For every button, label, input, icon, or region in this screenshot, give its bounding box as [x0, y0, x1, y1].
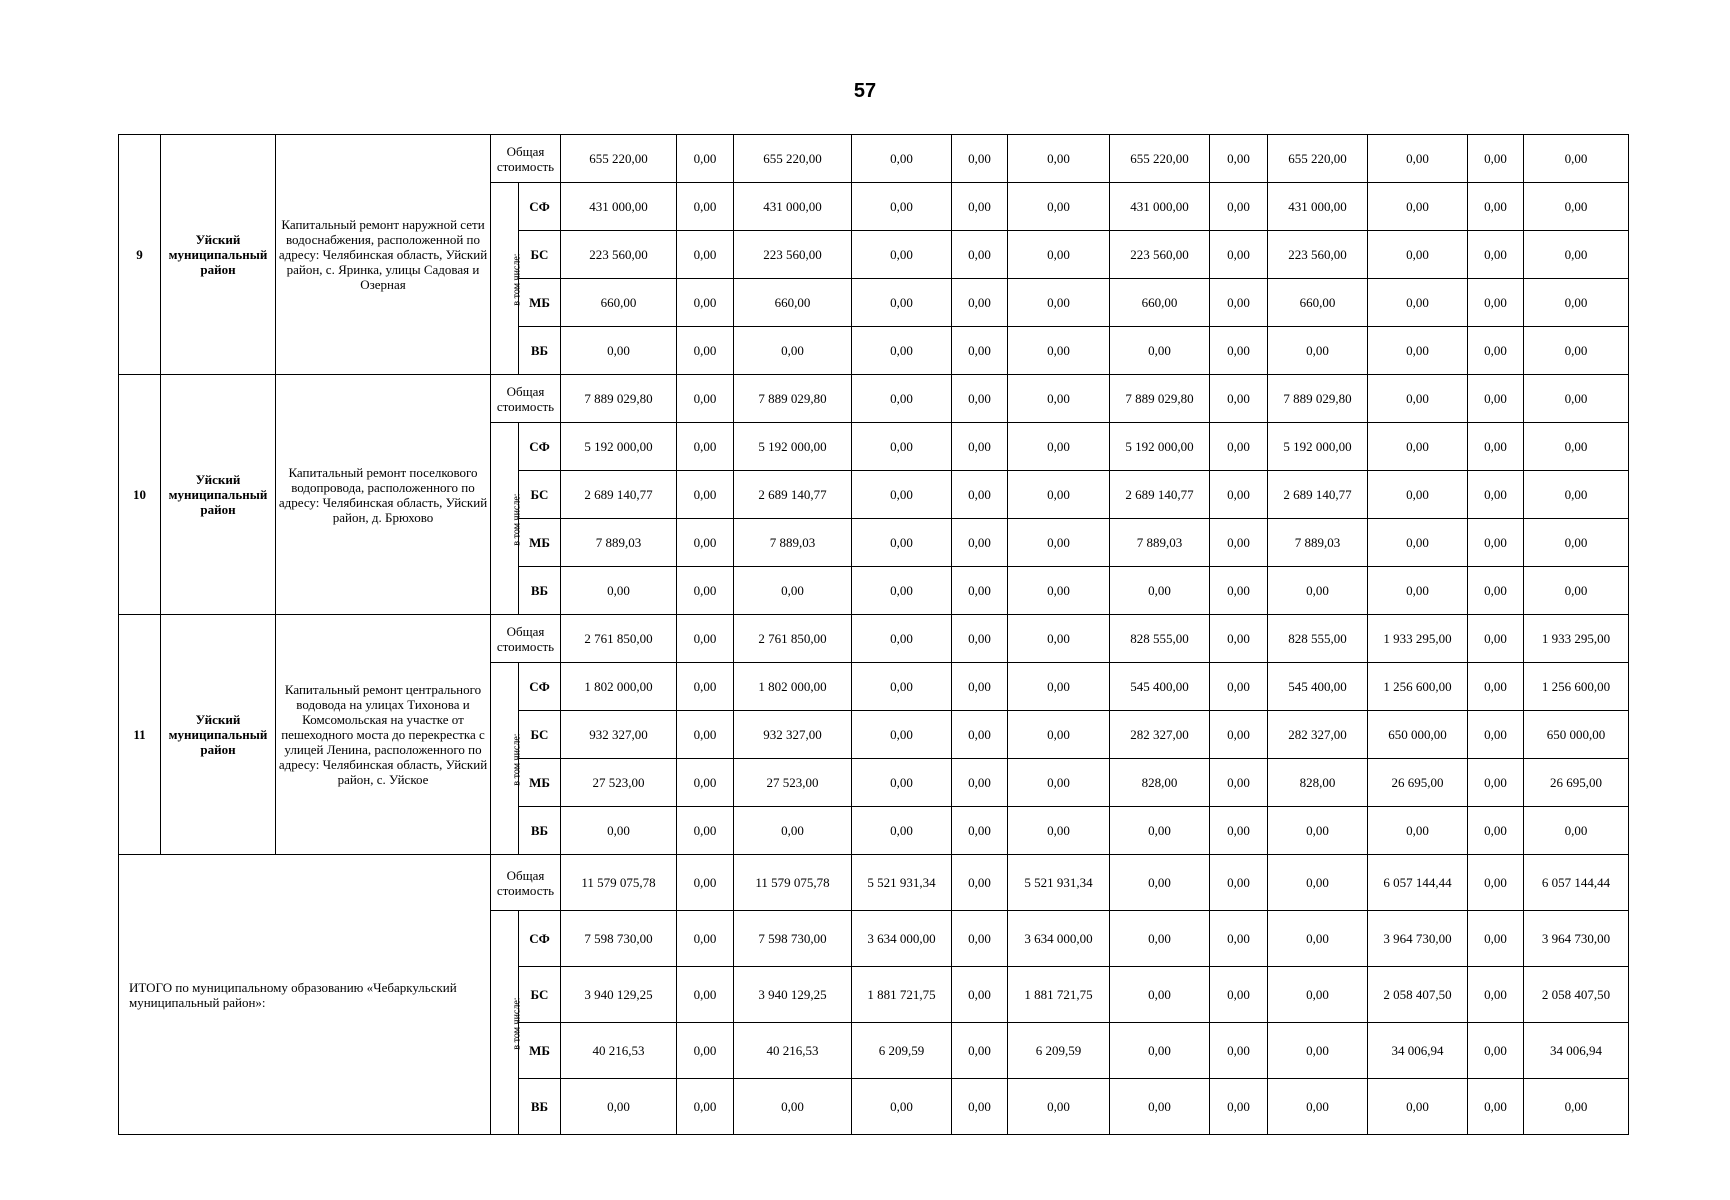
total-label: ИТОГО по муниципальному образованию «Чебаркульский муниципальный район»: [119, 855, 491, 1135]
value-cell: 0,00 [1268, 1023, 1368, 1079]
value-cell: 0,00 [952, 231, 1008, 279]
value-cell: 655 220,00 [1268, 135, 1368, 183]
value-cell: 5 192 000,00 [1110, 423, 1210, 471]
value-cell: 0,00 [677, 423, 734, 471]
value-cell: 0,00 [1210, 807, 1268, 855]
value-cell: 655 220,00 [734, 135, 852, 183]
value-cell: 2 058 407,50 [1368, 967, 1468, 1023]
value-cell: 0,00 [1110, 967, 1210, 1023]
value-cell: 0,00 [561, 567, 677, 615]
value-cell: 932 327,00 [734, 711, 852, 759]
value-cell: 0,00 [1368, 471, 1468, 519]
value-cell: 0,00 [1468, 855, 1524, 911]
value-cell: 0,00 [1110, 1023, 1210, 1079]
value-cell: 2 689 140,77 [734, 471, 852, 519]
value-cell: 0,00 [1008, 615, 1110, 663]
value-cell: 0,00 [952, 375, 1008, 423]
value-cell: 0,00 [1008, 519, 1110, 567]
value-cell: 0,00 [677, 135, 734, 183]
value-cell: 828,00 [1268, 759, 1368, 807]
value-cell: 828,00 [1110, 759, 1210, 807]
total-cost-label: Общая стоимость [491, 615, 561, 663]
value-cell: 0,00 [1210, 279, 1268, 327]
value-cell: 27 523,00 [561, 759, 677, 807]
value-cell: 0,00 [952, 855, 1008, 911]
value-cell: 0,00 [952, 183, 1008, 231]
value-cell: 282 327,00 [1268, 711, 1368, 759]
value-cell: 26 695,00 [1524, 759, 1629, 807]
value-cell: 0,00 [677, 711, 734, 759]
page-number: 57 [853, 80, 877, 102]
value-cell: 650 000,00 [1368, 711, 1468, 759]
value-cell: 0,00 [677, 855, 734, 911]
funding-type: СФ [519, 183, 561, 231]
value-cell: 2 761 850,00 [561, 615, 677, 663]
district-name: Уйский муниципальный район [161, 135, 276, 375]
value-cell: 0,00 [1524, 231, 1629, 279]
value-cell: 0,00 [1210, 327, 1268, 375]
value-cell: 0,00 [852, 183, 952, 231]
value-cell: 6 209,59 [852, 1023, 952, 1079]
funding-type: СФ [519, 663, 561, 711]
value-cell: 40 216,53 [734, 1023, 852, 1079]
value-cell: 223 560,00 [734, 231, 852, 279]
value-cell: 0,00 [1268, 911, 1368, 967]
value-cell: 0,00 [1468, 423, 1524, 471]
including-label: в том числе: [511, 997, 523, 1050]
value-cell: 1 802 000,00 [734, 663, 852, 711]
table-row [119, 135, 1629, 183]
project-description: Капитальный ремонт поселкового водопровода, расположенного по адресу: Челябинская область, Уйский район, д. Брюхово [276, 375, 491, 615]
value-cell: 0,00 [1210, 135, 1268, 183]
funding-type: ВБ [519, 1079, 561, 1135]
value-cell: 6 057 144,44 [1368, 855, 1468, 911]
project-number: 11 [119, 615, 161, 855]
value-cell: 0,00 [952, 1079, 1008, 1135]
value-cell: 0,00 [677, 759, 734, 807]
value-cell: 0,00 [1368, 807, 1468, 855]
value-cell: 1 933 295,00 [1524, 615, 1629, 663]
value-cell: 0,00 [1210, 423, 1268, 471]
value-cell: 7 598 730,00 [734, 911, 852, 967]
value-cell: 0,00 [677, 567, 734, 615]
value-cell: 223 560,00 [1268, 231, 1368, 279]
value-cell: 0,00 [852, 759, 952, 807]
value-cell: 0,00 [734, 327, 852, 375]
including-label: в том числе: [511, 493, 523, 546]
value-cell: 0,00 [1268, 327, 1368, 375]
including-label-cell [491, 911, 523, 1135]
value-cell: 11 579 075,78 [561, 855, 677, 911]
value-cell: 0,00 [677, 279, 734, 327]
project-description: Капитальный ремонт наружной сети водоснабжения, расположенной по адресу: Челябинская область, Уйский район, с. Яринка, улицы Садовая и Озерная [276, 135, 491, 375]
value-cell: 0,00 [1468, 1023, 1524, 1079]
value-cell: 223 560,00 [1110, 231, 1210, 279]
value-cell: 5 192 000,00 [1268, 423, 1368, 471]
value-cell: 0,00 [561, 807, 677, 855]
table-row [119, 615, 1629, 663]
value-cell: 0,00 [1368, 183, 1468, 231]
value-cell: 0,00 [677, 1079, 734, 1135]
value-cell: 660,00 [1268, 279, 1368, 327]
value-cell: 431 000,00 [734, 183, 852, 231]
value-cell: 0,00 [952, 423, 1008, 471]
value-cell: 0,00 [1468, 807, 1524, 855]
value-cell: 0,00 [952, 327, 1008, 375]
value-cell: 0,00 [1524, 423, 1629, 471]
value-cell: 0,00 [1008, 423, 1110, 471]
value-cell: 0,00 [952, 1023, 1008, 1079]
value-cell: 7 889,03 [734, 519, 852, 567]
value-cell: 0,00 [677, 1023, 734, 1079]
value-cell: 0,00 [1368, 1079, 1468, 1135]
value-cell: 0,00 [677, 967, 734, 1023]
value-cell: 0,00 [561, 1079, 677, 1135]
value-cell: 828 555,00 [1110, 615, 1210, 663]
value-cell: 0,00 [952, 471, 1008, 519]
value-cell: 660,00 [1110, 279, 1210, 327]
value-cell: 0,00 [1524, 375, 1629, 423]
value-cell: 3 634 000,00 [852, 911, 952, 967]
value-cell: 0,00 [1210, 375, 1268, 423]
including-label: в том числе: [511, 733, 523, 786]
project-number: 10 [119, 375, 161, 615]
value-cell: 0,00 [852, 471, 952, 519]
value-cell: 431 000,00 [1110, 183, 1210, 231]
value-cell: 0,00 [734, 567, 852, 615]
value-cell: 0,00 [1210, 855, 1268, 911]
value-cell: 0,00 [1268, 855, 1368, 911]
value-cell: 0,00 [852, 423, 952, 471]
value-cell: 0,00 [1368, 327, 1468, 375]
value-cell: 7 889 029,80 [1268, 375, 1368, 423]
value-cell: 545 400,00 [1110, 663, 1210, 711]
value-cell: 0,00 [1008, 807, 1110, 855]
funding-type: БС [519, 231, 561, 279]
value-cell: 6 057 144,44 [1524, 855, 1629, 911]
value-cell: 0,00 [1368, 423, 1468, 471]
value-cell: 0,00 [952, 519, 1008, 567]
value-cell: 7 598 730,00 [561, 911, 677, 967]
funding-type: БС [519, 967, 561, 1023]
value-cell: 0,00 [561, 327, 677, 375]
district-name: Уйский муниципальный район [161, 375, 276, 615]
value-cell: 0,00 [1524, 183, 1629, 231]
value-cell: 0,00 [1008, 663, 1110, 711]
value-cell: 0,00 [952, 807, 1008, 855]
value-cell: 0,00 [1468, 279, 1524, 327]
table-row [119, 375, 1629, 423]
value-cell: 0,00 [1210, 567, 1268, 615]
value-cell: 7 889,03 [561, 519, 677, 567]
value-cell: 1 933 295,00 [1368, 615, 1468, 663]
value-cell: 0,00 [1110, 855, 1210, 911]
funding-type: СФ [519, 911, 561, 967]
value-cell: 0,00 [1468, 967, 1524, 1023]
value-cell: 0,00 [1210, 663, 1268, 711]
value-cell: 0,00 [1524, 519, 1629, 567]
value-cell: 0,00 [952, 567, 1008, 615]
value-cell: 0,00 [952, 711, 1008, 759]
value-cell: 6 209,59 [1008, 1023, 1110, 1079]
value-cell: 0,00 [952, 967, 1008, 1023]
value-cell: 0,00 [852, 663, 952, 711]
funding-type: БС [519, 471, 561, 519]
value-cell: 0,00 [1468, 471, 1524, 519]
value-cell: 7 889,03 [1110, 519, 1210, 567]
value-cell: 0,00 [1210, 911, 1268, 967]
value-cell: 7 889 029,80 [561, 375, 677, 423]
including-label-cell [491, 663, 523, 855]
value-cell: 0,00 [734, 807, 852, 855]
value-cell: 0,00 [1468, 135, 1524, 183]
value-cell: 0,00 [1210, 967, 1268, 1023]
value-cell: 2 058 407,50 [1524, 967, 1629, 1023]
total-cost-label: Общая стоимость [491, 855, 561, 911]
value-cell: 0,00 [1468, 911, 1524, 967]
value-cell: 0,00 [1468, 663, 1524, 711]
value-cell: 0,00 [1008, 135, 1110, 183]
value-cell: 0,00 [1368, 519, 1468, 567]
value-cell: 0,00 [1008, 231, 1110, 279]
value-cell: 0,00 [677, 519, 734, 567]
value-cell: 0,00 [1524, 807, 1629, 855]
value-cell: 5 521 931,34 [1008, 855, 1110, 911]
value-cell: 660,00 [734, 279, 852, 327]
value-cell: 0,00 [1210, 519, 1268, 567]
funding-type: МБ [519, 759, 561, 807]
funding-type: МБ [519, 1023, 561, 1079]
budget-table [118, 134, 1629, 1135]
value-cell: 7 889 029,80 [734, 375, 852, 423]
value-cell: 2 689 140,77 [561, 471, 677, 519]
value-cell: 0,00 [952, 759, 1008, 807]
value-cell: 3 964 730,00 [1368, 911, 1468, 967]
value-cell: 0,00 [1210, 471, 1268, 519]
value-cell: 0,00 [1368, 231, 1468, 279]
total-cost-label: Общая стоимость [491, 135, 561, 183]
value-cell: 2 689 140,77 [1268, 471, 1368, 519]
value-cell: 0,00 [1008, 711, 1110, 759]
value-cell: 0,00 [952, 279, 1008, 327]
value-cell: 0,00 [1368, 567, 1468, 615]
value-cell: 650 000,00 [1524, 711, 1629, 759]
value-cell: 0,00 [1524, 471, 1629, 519]
value-cell: 0,00 [677, 327, 734, 375]
funding-type: МБ [519, 279, 561, 327]
value-cell: 0,00 [852, 279, 952, 327]
value-cell: 3 964 730,00 [1524, 911, 1629, 967]
value-cell: 3 940 129,25 [734, 967, 852, 1023]
value-cell: 0,00 [1008, 1079, 1110, 1135]
value-cell: 2 761 850,00 [734, 615, 852, 663]
value-cell: 0,00 [852, 135, 952, 183]
value-cell: 655 220,00 [1110, 135, 1210, 183]
value-cell: 0,00 [1368, 375, 1468, 423]
value-cell: 0,00 [1210, 1079, 1268, 1135]
value-cell: 0,00 [1008, 327, 1110, 375]
value-cell: 545 400,00 [1268, 663, 1368, 711]
value-cell: 5 192 000,00 [734, 423, 852, 471]
total-row [119, 855, 1629, 911]
value-cell: 0,00 [1210, 711, 1268, 759]
value-cell: 0,00 [1210, 759, 1268, 807]
funding-type: ВБ [519, 807, 561, 855]
value-cell: 0,00 [1110, 911, 1210, 967]
value-cell: 0,00 [952, 615, 1008, 663]
value-cell: 0,00 [677, 183, 734, 231]
value-cell: 932 327,00 [561, 711, 677, 759]
value-cell: 431 000,00 [561, 183, 677, 231]
value-cell: 282 327,00 [1110, 711, 1210, 759]
value-cell: 0,00 [952, 663, 1008, 711]
value-cell: 0,00 [1008, 471, 1110, 519]
value-cell: 0,00 [1210, 1023, 1268, 1079]
value-cell: 0,00 [1468, 759, 1524, 807]
value-cell: 26 695,00 [1368, 759, 1468, 807]
value-cell: 0,00 [677, 471, 734, 519]
value-cell: 1 256 600,00 [1524, 663, 1629, 711]
value-cell: 0,00 [1268, 807, 1368, 855]
value-cell: 5 521 931,34 [852, 855, 952, 911]
value-cell: 0,00 [852, 567, 952, 615]
project-number: 9 [119, 135, 161, 375]
value-cell: 0,00 [677, 911, 734, 967]
value-cell: 0,00 [1524, 327, 1629, 375]
value-cell: 0,00 [677, 375, 734, 423]
value-cell: 655 220,00 [561, 135, 677, 183]
value-cell: 0,00 [734, 1079, 852, 1135]
value-cell: 0,00 [1008, 375, 1110, 423]
value-cell: 0,00 [1110, 807, 1210, 855]
value-cell: 1 881 721,75 [1008, 967, 1110, 1023]
value-cell: 0,00 [952, 911, 1008, 967]
value-cell: 1 881 721,75 [852, 967, 952, 1023]
value-cell: 0,00 [1008, 567, 1110, 615]
value-cell: 828 555,00 [1268, 615, 1368, 663]
value-cell: 0,00 [1468, 519, 1524, 567]
value-cell: 0,00 [1110, 327, 1210, 375]
value-cell: 40 216,53 [561, 1023, 677, 1079]
funding-type: ВБ [519, 567, 561, 615]
value-cell: 0,00 [1468, 567, 1524, 615]
value-cell: 0,00 [1524, 1079, 1629, 1135]
value-cell: 0,00 [1524, 279, 1629, 327]
funding-type: МБ [519, 519, 561, 567]
value-cell: 0,00 [952, 135, 1008, 183]
value-cell: 0,00 [852, 807, 952, 855]
including-label-cell [491, 423, 523, 615]
value-cell: 11 579 075,78 [734, 855, 852, 911]
value-cell: 0,00 [1008, 759, 1110, 807]
funding-type: ВБ [519, 327, 561, 375]
value-cell: 0,00 [1524, 567, 1629, 615]
including-label-cell [491, 183, 523, 375]
value-cell: 1 802 000,00 [561, 663, 677, 711]
value-cell: 0,00 [852, 519, 952, 567]
value-cell: 7 889,03 [1268, 519, 1368, 567]
value-cell: 0,00 [852, 375, 952, 423]
value-cell: 0,00 [852, 327, 952, 375]
value-cell: 5 192 000,00 [561, 423, 677, 471]
value-cell: 0,00 [1468, 183, 1524, 231]
value-cell: 223 560,00 [561, 231, 677, 279]
value-cell: 0,00 [852, 231, 952, 279]
value-cell: 0,00 [1368, 279, 1468, 327]
funding-type: БС [519, 711, 561, 759]
value-cell: 0,00 [1524, 135, 1629, 183]
value-cell: 660,00 [561, 279, 677, 327]
value-cell: 0,00 [1368, 135, 1468, 183]
including-label: в том числе: [511, 253, 523, 306]
value-cell: 0,00 [1110, 1079, 1210, 1135]
value-cell: 34 006,94 [1524, 1023, 1629, 1079]
value-cell: 34 006,94 [1368, 1023, 1468, 1079]
value-cell: 3 634 000,00 [1008, 911, 1110, 967]
value-cell: 0,00 [1008, 183, 1110, 231]
value-cell: 0,00 [1210, 615, 1268, 663]
value-cell: 0,00 [1468, 615, 1524, 663]
value-cell: 0,00 [677, 615, 734, 663]
funding-type: СФ [519, 423, 561, 471]
value-cell: 0,00 [677, 231, 734, 279]
value-cell: 1 256 600,00 [1368, 663, 1468, 711]
total-cost-label: Общая стоимость [491, 375, 561, 423]
district-name: Уйский муниципальный район [161, 615, 276, 855]
value-cell: 0,00 [1268, 1079, 1368, 1135]
value-cell: 0,00 [677, 663, 734, 711]
value-cell: 0,00 [1210, 231, 1268, 279]
value-cell: 0,00 [1110, 567, 1210, 615]
value-cell: 27 523,00 [734, 759, 852, 807]
value-cell: 0,00 [852, 1079, 952, 1135]
value-cell: 0,00 [1468, 1079, 1524, 1135]
value-cell: 0,00 [1210, 183, 1268, 231]
value-cell: 0,00 [1468, 231, 1524, 279]
value-cell: 0,00 [852, 615, 952, 663]
value-cell: 0,00 [1268, 567, 1368, 615]
value-cell: 0,00 [1268, 967, 1368, 1023]
value-cell: 2 689 140,77 [1110, 471, 1210, 519]
value-cell: 3 940 129,25 [561, 967, 677, 1023]
value-cell: 7 889 029,80 [1110, 375, 1210, 423]
value-cell: 0,00 [852, 711, 952, 759]
value-cell: 0,00 [1468, 327, 1524, 375]
value-cell: 0,00 [1468, 375, 1524, 423]
value-cell: 431 000,00 [1268, 183, 1368, 231]
value-cell: 0,00 [677, 807, 734, 855]
value-cell: 0,00 [1008, 279, 1110, 327]
project-description: Капитальный ремонт центрального водовода на улицах Тихонова и Комсомольская на участке от пешеходного моста до перекрестка с улицей Ленина, расположенного по адресу: Челябинская область, Уйский район, с. Уйское [276, 615, 491, 855]
value-cell: 0,00 [1468, 711, 1524, 759]
